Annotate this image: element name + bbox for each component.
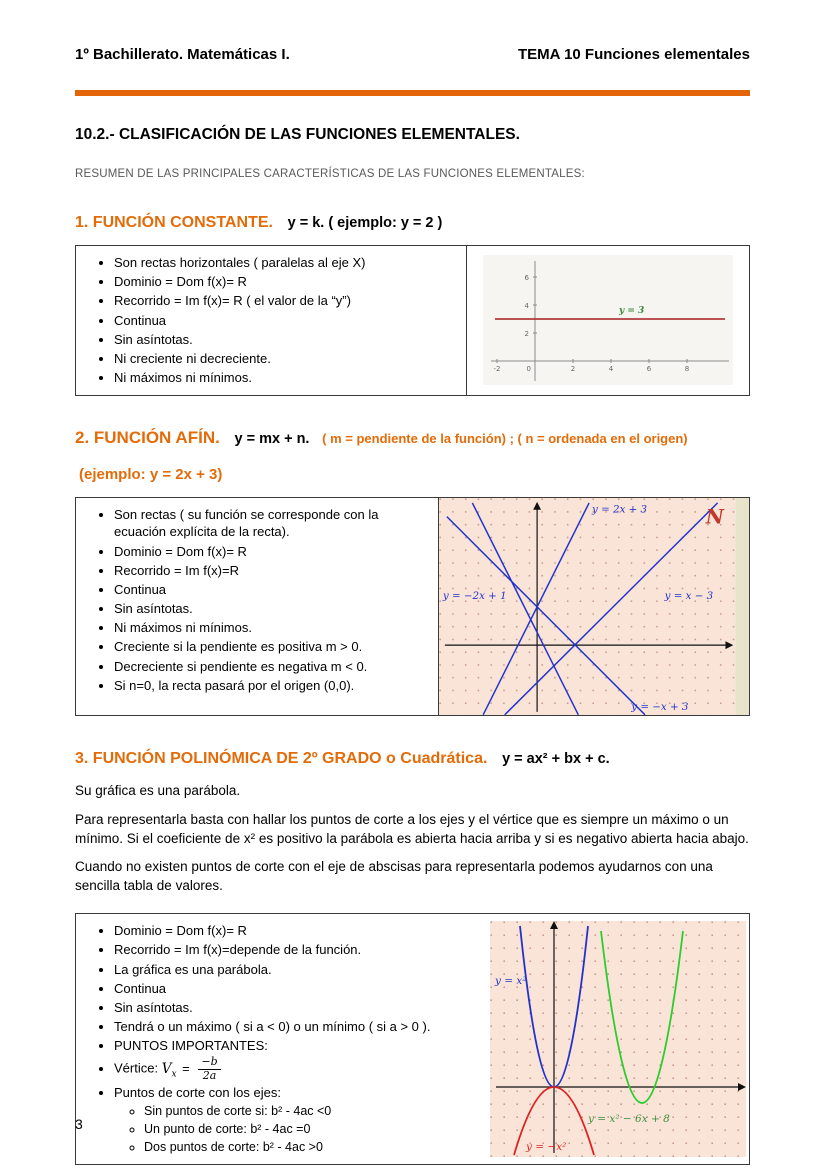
parabola-label: y = x² − 6x + 8 (588, 1113, 670, 1126)
line-label: y = −x + 3 (631, 700, 689, 713)
x-tick: 2 (570, 365, 576, 374)
heading1-formula: y = k. ( ejemplo: y = 2 ) (287, 215, 443, 231)
page-edge-strip (735, 498, 749, 716)
heading2-note: ( m = pendiente de la función) ; ( n = ordenada en el origen) (322, 430, 688, 446)
sub-bullet-item: ◦ Un punto de corte: b² - 4ac =0 (144, 1121, 478, 1138)
parabola-label: y = x² (495, 975, 527, 988)
vertex-symbol: $V_x$ (161, 1061, 177, 1080)
origin-tick: 0 (526, 365, 531, 374)
heading3-formula: y = ax² + bx + c. (502, 751, 610, 768)
afin-box (75, 497, 750, 717)
bullet-item: • Sin asíntotas. (114, 331, 458, 349)
bullet-item: • Recorrido = Im f(x)=depende de la función. (114, 941, 478, 959)
cut-points-heading: Puntos de corte con los ejes: (114, 1085, 281, 1101)
orange-divider (75, 90, 750, 96)
vertex-label: Vértice: (114, 1061, 159, 1077)
y-tick: 2 (524, 330, 529, 339)
bullet-item: • Son rectas ( su función se corresponde con la ecuación explícita de la recta). (114, 506, 430, 541)
bullet-vertex (114, 1056, 478, 1082)
bullet-item: • Son rectas horizontales ( paralelas al eje X) (114, 254, 458, 272)
sub-bullet-item: ◦ Sin puntos de corte si: b² - 4ac <0 (144, 1103, 478, 1120)
heading3-number: 3. FUNCIÓN POLINÓMICA DE 2º GRADO o Cuadrática. (75, 750, 488, 768)
bullet-item: • Recorrido = Im f(x)= R ( el valor de la “y”) (114, 292, 458, 310)
dotted-grid (439, 498, 735, 716)
bullet-item: • Sin asíntotas. (114, 999, 478, 1017)
constante-graph-cell (466, 246, 749, 395)
parabola-label: y = −x² (526, 1141, 567, 1154)
bullet-item: • Creciente si la pendiente es positiva m > 0. (114, 638, 430, 656)
header-topic: TEMA 10 Funciones elementales (517, 46, 750, 63)
paragraph: Para representarla basta con hallar los puntos de corte a los ejes y el vértice que es siempre un máximo o un mínimo. Si el coeficiente de x² es positivo la parábola es abierta hacia arriba y si es negativo abierta hacia abajo. (75, 811, 749, 846)
bullet-item: • Continua (114, 980, 478, 998)
page-subtitle: RESUMEN DE LAS PRINCIPALES CARACTERÍSTICAS DE LAS FUNCIONES ELEMENTALES: (75, 168, 585, 180)
bullet-item: • Tendrá o un máximo ( si a < 0) o un mínimo ( si a > 0 ). (114, 1018, 478, 1036)
constant-function-graph (483, 255, 733, 385)
equals-sign: = (182, 1061, 190, 1077)
cuadratica-properties (76, 914, 486, 1164)
bullet-item: • La gráfica es una parábola. (114, 961, 478, 979)
bullet-item: • Si n=0, la recta pasará por el origen (0,0). (114, 677, 430, 695)
afin-graph-cell (438, 498, 749, 716)
constante-box (75, 245, 750, 396)
line-label: y = −2x + 1 (442, 589, 507, 602)
heading1-number: 1. FUNCIÓN CONSTANTE. (75, 214, 273, 231)
header-course: 1º Bachillerato. Matemáticas I. (75, 46, 290, 63)
paragraph: Cuando no existen puntos de corte con el eje de abscisas para representarla podemos ayudarnos con una sencilla tabla de valores. (75, 858, 713, 894)
bullet-item: • Dominio = Dom f(x)= R (114, 543, 430, 561)
bullet-item: • Recorrido = Im f(x)=R (114, 562, 430, 580)
bullet-item: • Ni máximos ni mínimos. (114, 619, 430, 637)
afin-properties (76, 498, 438, 716)
line-label: y = x − 3 (664, 589, 714, 602)
heading-funcion-afin (75, 418, 750, 490)
x-tick: -2 (493, 365, 501, 374)
red-n-watermark: N (705, 505, 724, 529)
bullet-item: • PUNTOS IMPORTANTES: (114, 1037, 478, 1055)
bullet-item: • Dominio = Dom f(x)= R (114, 273, 458, 291)
constante-properties (76, 246, 466, 395)
line-label: y = 2x + 3 (592, 503, 648, 516)
y-tick: 4 (524, 302, 529, 311)
bullet-item: • Ni creciente ni decreciente. (114, 350, 458, 368)
vertex-fraction: $\frac{-b}{2a}$ (198, 1056, 220, 1082)
bullet-item: • Dominio = Dom f(x)= R (114, 922, 478, 940)
bullet-item: • Sin asíntotas. (114, 600, 430, 618)
heading-funcion-cuadratica (75, 738, 750, 774)
x-tick: 6 (646, 365, 652, 374)
constant-line-label: y = 3 (619, 306, 645, 317)
y-tick: 6 (524, 274, 529, 283)
bullet-item: • Decreciente si pendiente es negativa m < 0. (114, 658, 430, 676)
page-number: 3 (75, 1116, 83, 1132)
paragraph: Su gráfica es una parábola. (75, 783, 241, 799)
bullet-item: • Continua (114, 581, 430, 599)
sub-bullet-item: ◦ Dos puntos de corte: b² - 4ac >0 (144, 1139, 478, 1156)
heading2-example: (ejemplo: y = 2x + 3) (79, 465, 223, 483)
page-title: 10.2.- CLASIFICACIÓN DE LAS FUNCIONES ELEMENTALES. (75, 126, 520, 143)
cuadratica-graph-cell (486, 914, 750, 1164)
bullet-item: • Continua (114, 312, 458, 330)
page-header (75, 46, 750, 63)
x-tick: 4 (608, 365, 614, 374)
linear-functions-graph (439, 498, 749, 716)
heading2-formula: y = mx + n. (234, 430, 310, 447)
bullet-item: • Ni máximos ni mínimos. (114, 369, 458, 387)
heading-funcion-constante (75, 202, 750, 238)
parabolas-graph (490, 921, 746, 1157)
cuadratica-box (75, 913, 750, 1165)
bullet-cut-points (114, 1084, 478, 1156)
x-tick: 8 (684, 365, 690, 374)
heading2-number: 2. FUNCIÓN AFÍN. (75, 427, 220, 447)
